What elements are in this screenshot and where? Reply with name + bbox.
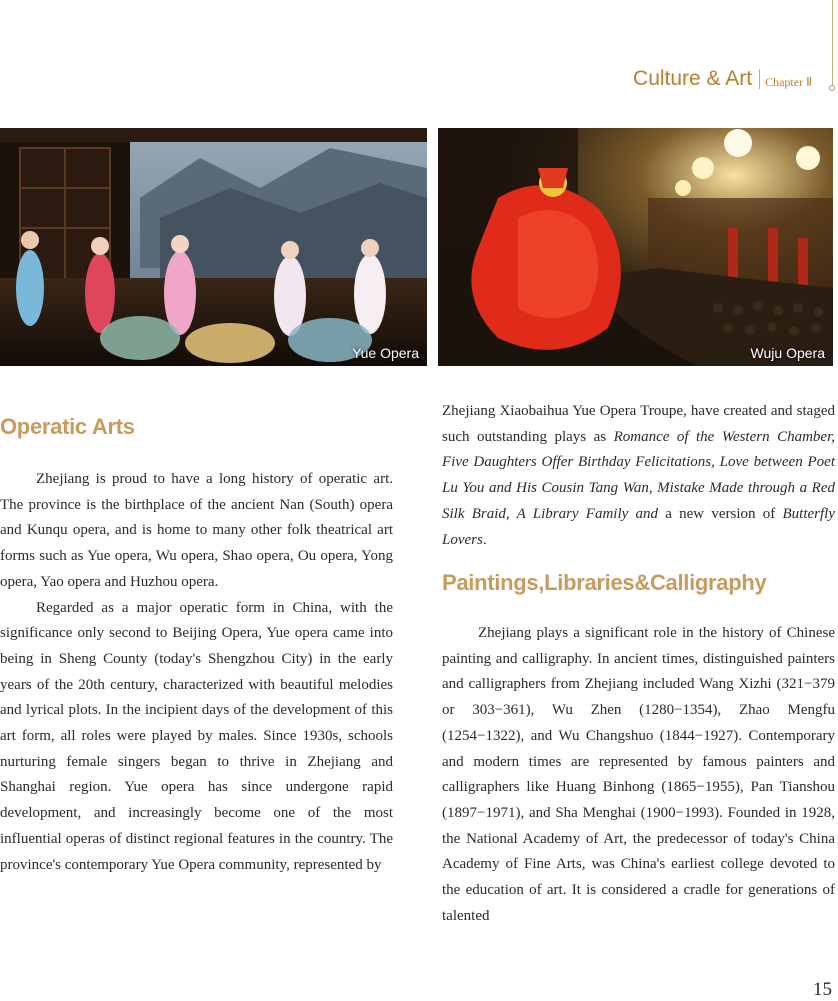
header-divider xyxy=(759,69,760,89)
sentence-period: . xyxy=(482,531,487,548)
page-number: 15 xyxy=(813,979,832,1000)
plays-list: Romance of the Western Chamber, Five Daughters Offer Birthday Felicitations, Love between Poet Lu You and His Cousin Tang Wan, Mistake Made through a Red Silk Braid, A Library Family and xyxy=(442,428,835,522)
decorative-vertical-line xyxy=(832,0,833,88)
operatic-paragraph-2-continued xyxy=(442,399,835,553)
right-column-bottom xyxy=(442,621,835,929)
operatic-arts-heading: Operatic Arts xyxy=(0,414,135,439)
butterfly-lovers-title: Butterfly Lovers xyxy=(442,505,835,548)
decorative-circle xyxy=(829,85,835,91)
operatic-paragraph-2: Regarded as a major operatic form in China, with the significance only second to Beijing Opera, Yue opera came into being in Sheng County (today's Shengzhou City) in the early years of the 20th century, characterized with beautiful melodies and lyrical plots. In the incipient days of the development of this art form, all roles were played by males. Since 1930s, schools nurturing female singers began to thrive in Zhejiang and Shanghai region. Yue opera has since undergone rapid development, and increasingly become one of the most influential operas of distinct regional features in the country. The province's contemporary Yue Opera community, represented by xyxy=(0,599,393,873)
plays-intro-text: Zhejiang Xiaobaihua Yue Opera Troupe, have created and staged such outstanding plays as xyxy=(442,403,835,445)
paintings-paragraph: Zhejiang plays a significant role in the history of Chinese painting and calligraphy. In ancient times, distinguished painters and calligraphers from Zhejiang included Wang Xizhi (321−379 or 303−361), Wu Zhen (1280−1354), Zhao Mengfu (1254−1322), and Wu Changshuo (1844−1927). Contemporary and modern times are represented by famous painters and calligraphers like Huang Binhong (1865−1955), Pan Tianshou (1897−1971), and Sha Menghai (1900−1993). Founded in 1928, the National Academy of Art, the predecessor of today's China Academy of Fine Arts, was China's earliest college devoted to the education of art. It is considered a cradle for generations of talented xyxy=(442,625,835,924)
wuju-opera-caption: Wuju Opera xyxy=(750,345,825,361)
operatic-paragraph-1: Zhejiang is proud to have a long history of operatic art. The province is the birthplace of the ancient Nan (South) opera and Kunqu opera, and is home to many other folk theatrical art forms such as Yue opera, Wu opera, Shao opera, Ou opera, Yong opera, Yao opera and Huzhou opera. xyxy=(0,471,393,590)
page-header xyxy=(633,68,812,89)
paintings-heading: Paintings,Libraries&Calligraphy xyxy=(442,570,767,595)
chapter-title: Culture & Art xyxy=(633,67,753,90)
chapter-label: Chapter Ⅱ xyxy=(765,75,812,89)
yue-opera-caption: Yue Opera xyxy=(352,345,419,361)
left-column xyxy=(0,467,393,878)
wuju-opera-photo xyxy=(438,128,833,366)
new-version-text: a new version of xyxy=(665,505,776,522)
right-column-top xyxy=(442,399,835,553)
yue-opera-photo xyxy=(0,128,427,366)
